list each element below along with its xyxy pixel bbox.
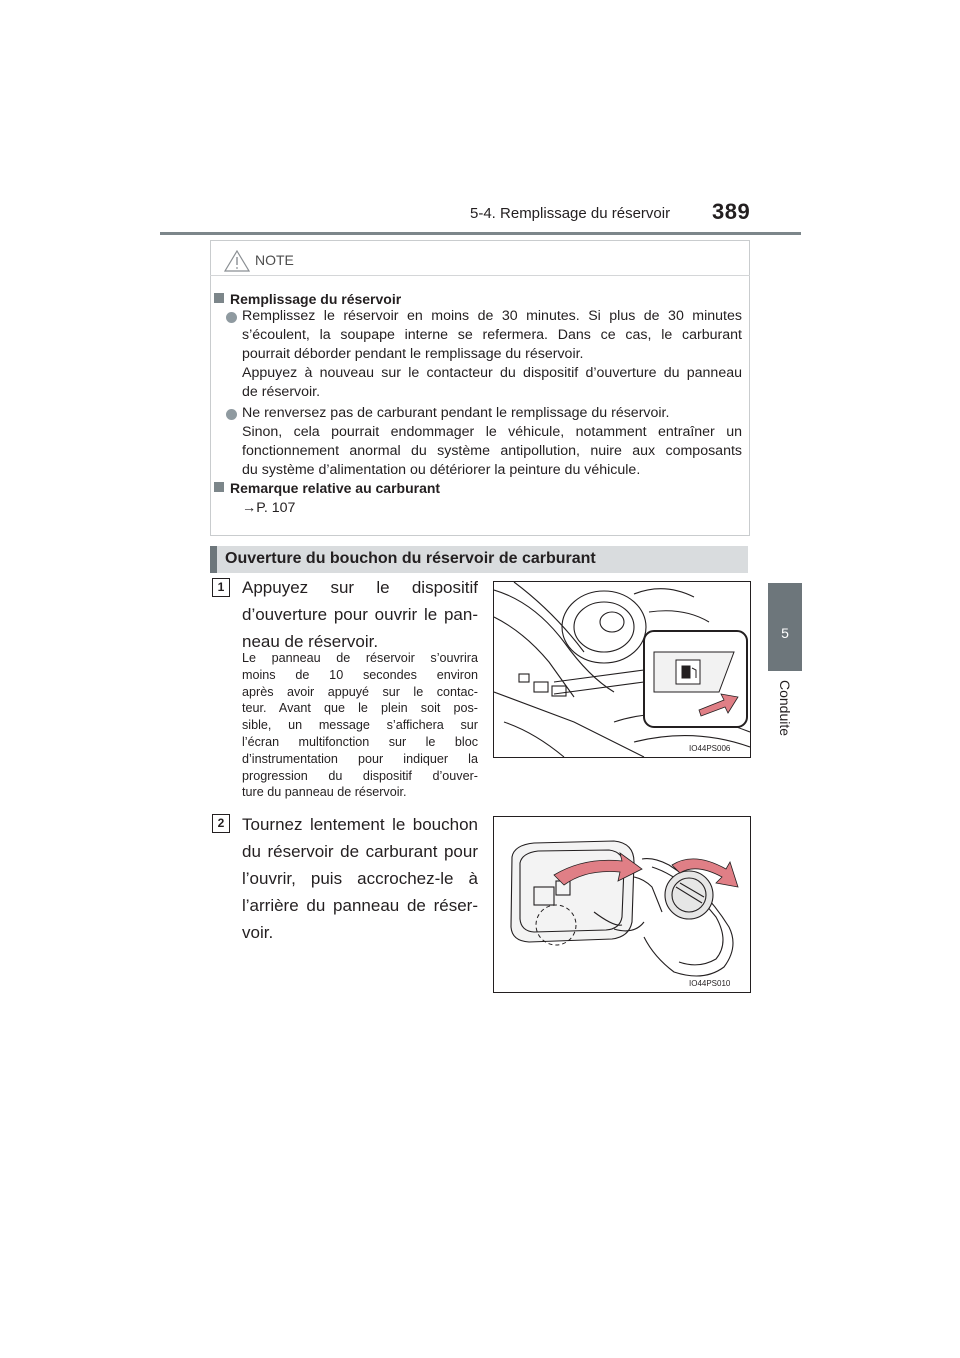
square-bullet-icon bbox=[214, 293, 224, 303]
note-divider bbox=[210, 275, 750, 276]
note-bullet-1: Remplissez le réservoir en moins de 30 minutes. Si plus de 30 minutes s’écoulent, la soupape interne se refermera. Dans ce cas, le carburant pourrait déborder pendant le remplissage du réservoir. Appuyez à nouveau sur le contacteur du dispositif d’ouverture du panneau de réservoir. bbox=[242, 308, 742, 400]
dashboard-illustration bbox=[494, 582, 750, 757]
step-1-instruction: Appuyez sur le dispositif d’ouverture pour ouvrir le pan- neau de réservoir. bbox=[242, 578, 478, 651]
page-number: 389 bbox=[712, 199, 751, 224]
running-header-section: 5-4. Remplissage du réservoir bbox=[470, 205, 671, 222]
step-number-1: 1 bbox=[212, 578, 230, 597]
figure-code: IO44PS010 bbox=[689, 979, 731, 988]
figure-code: IO44PS006 bbox=[689, 744, 731, 753]
bullet-dot-icon bbox=[226, 407, 237, 425]
chapter-tab-number: 5 bbox=[781, 625, 789, 641]
note-heading-refuel: Remplissage du réservoir bbox=[214, 291, 401, 307]
note-title: NOTE bbox=[255, 252, 294, 268]
bullet-dot-icon bbox=[226, 310, 237, 328]
page-reference-link[interactable]: →P. 107 bbox=[242, 500, 296, 516]
chapter-tab-label: Conduite bbox=[777, 680, 793, 737]
square-bullet-icon bbox=[214, 482, 224, 492]
warning-triangle-icon bbox=[224, 250, 250, 272]
step-number-2: 2 bbox=[212, 814, 230, 833]
header-rule bbox=[160, 232, 801, 235]
step-1-detail: Le panneau de réservoir s’ouvrira moins de 10 secondes environ après avoir appuyé sur le contac- teur. Avant que le plein soit pos- sible, un message s’affichera sur l’écran multifonction sur le bloc d’instrumentation pour indiquer la progression du dispositif d’ouver- ture du panneau de réservoir. bbox=[242, 651, 478, 800]
figure-fuel-cap-removal bbox=[493, 816, 751, 993]
step-2-instruction: Tournez lentement le bouchon du réservoir de carburant pour l’ouvrir, puis accrochez-le à l’arrière du panneau de réser- voir. bbox=[242, 815, 478, 942]
figure-fuel-door-opener bbox=[493, 581, 751, 758]
note-bullet-2: Ne renversez pas de carburant pendant le remplissage du réservoir. Sinon, cela pourrait endommager le véhicule, notamment entraîner un fonctionnement anormal du système antipollution, nuire aux composants du système d’alimentation ou détériorer la peinture du véhicule. bbox=[242, 405, 742, 478]
fuel-door-illustration bbox=[494, 817, 750, 992]
section-heading: Ouverture du bouchon du réservoir de carburant bbox=[225, 550, 596, 567]
note-heading-fuel-remark: Remarque relative au carburant bbox=[214, 480, 440, 496]
section-heading-accent bbox=[210, 546, 217, 573]
